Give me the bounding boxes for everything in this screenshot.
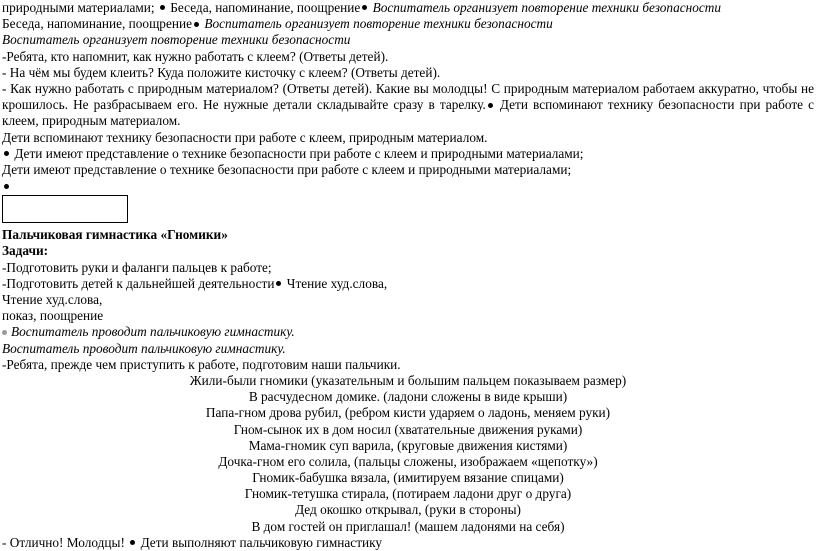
text-line: Дети имеют представление о технике безопасности при работе с клеем и природными материалами;: [2, 161, 572, 177]
text-line: -Ребята, кто напомнит, как нужно работать с клеем? (Ответы детей).: [2, 48, 389, 64]
text-fragment: Воспитатель проводит пальчиковую гимнастику.: [11, 324, 295, 340]
document-body: [2, 0, 814, 551]
text-fragment: Беседа, напоминание, поощрение: [2, 16, 192, 32]
text-line: [2, 0, 814, 16]
poem-line: Папа-гном дрова рубил, (ребром кисти ударяем о ладонь, меняем руки): [205, 405, 611, 421]
poem-line: В дом гостей он приглашал! (машем ладонями на себя): [251, 518, 565, 534]
text-line: [2, 97, 814, 113]
italic-fragment: Воспитатель организует повторение техники безопасности: [204, 16, 553, 32]
bullet-icon: [130, 540, 135, 545]
section-heading: Пальчиковая гимнастика «Гномики»: [2, 227, 228, 243]
text-line: Дети вспоминают технику безопасности при работе с клеем, природным материалом.: [2, 129, 488, 145]
bullet-icon: [2, 330, 7, 335]
poem-line: Дед окошко открывал, (руки в стороны): [295, 502, 521, 518]
text-fragment: Чтение худ.слова,: [286, 275, 388, 291]
text-line: Чтение худ.слова,: [2, 292, 103, 307]
text-fragment: Дети имеют представление о технике безопасности при работе с клеем и природными материалами;: [14, 145, 584, 161]
bullet-icon: [276, 281, 281, 286]
text-line: - На чём мы будем клеить? Куда положите кисточку с клеем? (Ответы детей).: [2, 64, 441, 80]
poem-line: Гномик-тетушка стирала, (потираем ладони друг о друга): [244, 486, 572, 502]
text-line: [2, 535, 814, 551]
bullet-icon: [362, 5, 367, 10]
italic-line: Воспитатель организует повторение техники безопасности: [2, 32, 351, 48]
text-line: [2, 178, 814, 194]
tasks-label: Задачи:: [2, 243, 49, 259]
text-fragment: Дети выполняют пальчиковую гимнастику: [140, 534, 383, 550]
italic-line: [2, 324, 814, 340]
text-fragment: природными материалами;: [2, 0, 155, 15]
text-line: [2, 16, 814, 32]
text-fragment: Беседа, напоминание, поощрение: [170, 0, 361, 15]
poem-line: В расчудесном домике. (ладони сложены в виде крыши): [248, 389, 568, 405]
text-fragment: -Подготовить детей к дальнейшей деятельности: [2, 275, 275, 291]
italic-line: Воспитатель проводит пальчиковую гимнастику.: [2, 340, 286, 356]
poem-block: [2, 373, 814, 535]
text-line: показ, поощрение: [2, 308, 104, 324]
text-line: [2, 146, 814, 162]
bullet-icon: [488, 103, 493, 108]
bullet-icon: [160, 5, 165, 10]
text-line: [2, 276, 814, 292]
bullet-icon: [194, 22, 199, 27]
text-fragment: Дети вспоминают технику безопасности при работе с: [499, 97, 814, 113]
text-fragment: - Отлично! Молодцы!: [2, 534, 125, 550]
poem-line: Гномик-бабушка вязала, (имитируем вязание спицами): [252, 470, 564, 486]
text-line: -Подготовить руки и фаланги пальцев к работе;: [2, 259, 272, 275]
bullet-icon: [4, 151, 9, 156]
empty-frame: [2, 195, 128, 223]
poem-line: Дочка-гном его солила, (пальцы сложены, изображаем «щепотку»): [218, 453, 598, 469]
poem-line: Мама-гномик суп варила, (круговые движения кистями): [248, 437, 568, 453]
bullet-icon: [4, 184, 9, 189]
text-line: -Ребята, прежде чем приступить к работе, подготовим наши пальчики.: [2, 356, 401, 372]
text-line: - Как нужно работать с природным материалом? (Ответы детей). Какие вы молодцы! С природным материалом работаем аккуратно, чтобы не: [2, 80, 814, 96]
text-line: клеем, природным материалом.: [2, 113, 181, 129]
poem-line: Гном-сынок их в дом носил (хватательные движения руками): [233, 421, 583, 437]
italic-fragment: Воспитатель организует повторение техники безопасности: [372, 0, 722, 15]
poem-line: Жили-были гномики (указательным и большим пальцем показываем размер): [189, 372, 627, 388]
text-fragment: крошилось. Не разбрасываем его. Не нужные детали складывайте сразу в тарелку.: [2, 97, 486, 113]
